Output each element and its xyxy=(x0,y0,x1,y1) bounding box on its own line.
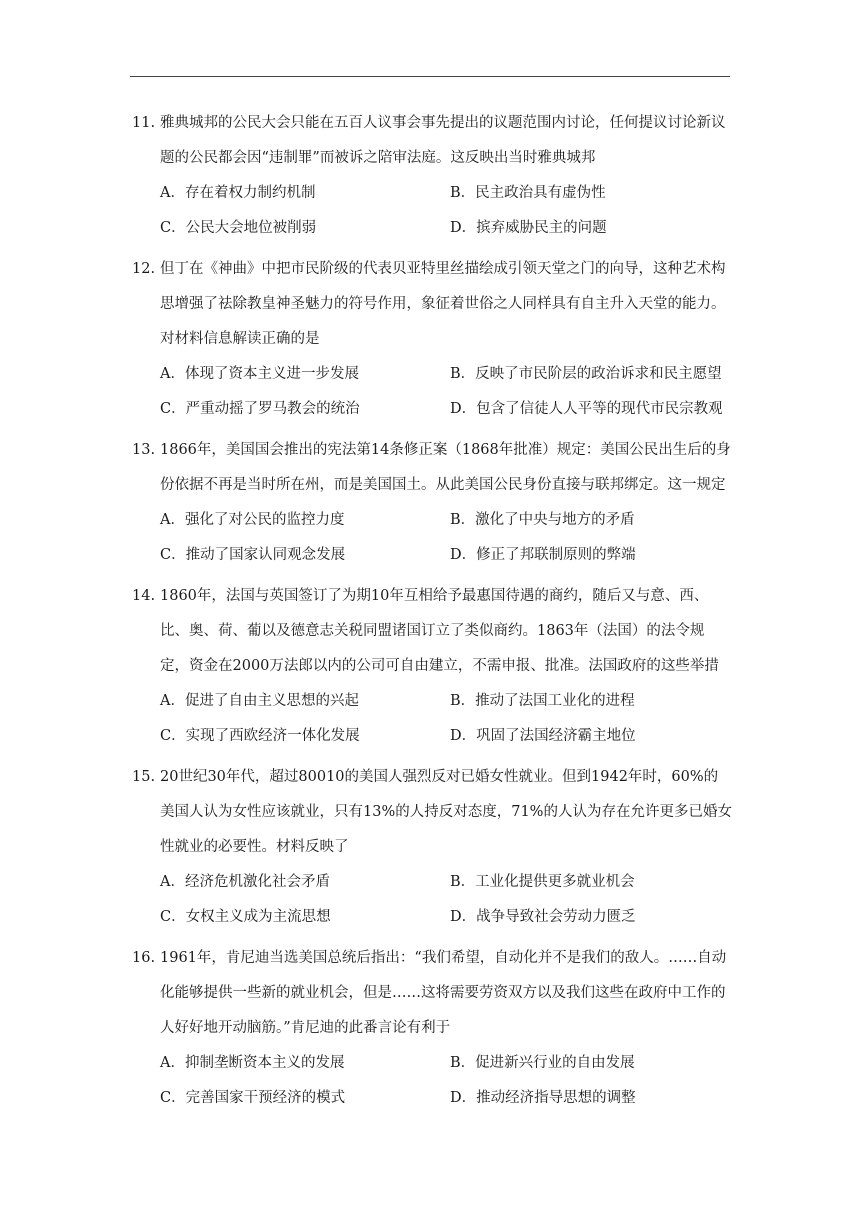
question-number: 12. xyxy=(132,261,156,277)
option-d[interactable]: D．战争导致社会劳动力匮乏 xyxy=(450,909,636,925)
option-c[interactable]: C．实现了西欧经济一体化发展 xyxy=(160,728,360,744)
option-c[interactable]: C．完善国家干预经济的模式 xyxy=(160,1090,346,1106)
option-c[interactable]: C．公民大会地位被削弱 xyxy=(160,220,317,236)
option-b[interactable]: B．反映了市民阶层的政治诉求和民主愿望 xyxy=(450,366,722,382)
option-b[interactable]: B．工业化提供更多就业机会 xyxy=(450,874,635,890)
header-rule xyxy=(130,76,730,77)
option-list xyxy=(160,865,740,935)
option-list xyxy=(160,503,740,573)
option-list xyxy=(160,1046,740,1116)
option-list xyxy=(160,684,740,754)
option-a[interactable]: A．存在着权力制约机制 xyxy=(160,185,316,201)
option-b[interactable]: B．促进新兴行业的自由发展 xyxy=(450,1055,635,1071)
option-b[interactable]: B．民主政治具有虚伪性 xyxy=(450,185,606,201)
question-number: 13. xyxy=(132,442,156,458)
question-14 xyxy=(0,579,860,754)
question-stem xyxy=(132,106,732,176)
option-list xyxy=(160,357,740,427)
option-a[interactable]: A．体现了资本主义进一步发展 xyxy=(160,366,359,382)
option-a[interactable]: A．强化了对公民的监控力度 xyxy=(160,512,345,528)
question-text: 但丁在《神曲》中把市民阶级的代表贝亚特里丝描绘成引领天堂之门的向导，这种艺术构思增强了祛除教皇神圣魅力的符号作用，象征着世俗之人同样具有自主升入天堂的能力。对材料信息解读正确的是 xyxy=(160,261,726,347)
question-stem xyxy=(132,941,732,1046)
question-number: 15. xyxy=(132,769,156,785)
option-d[interactable]: D．巩固了法国经济霸主地位 xyxy=(450,728,636,744)
exam-page xyxy=(0,106,860,1122)
option-c[interactable]: C．严重动摇了罗马教会的统治 xyxy=(160,401,360,417)
question-13 xyxy=(0,433,860,573)
option-d[interactable]: D．摈弃威胁民主的问题 xyxy=(450,220,607,236)
question-number: 16. xyxy=(132,950,156,966)
question-11 xyxy=(0,106,860,246)
question-15 xyxy=(0,760,860,935)
question-12 xyxy=(0,252,860,427)
option-a[interactable]: A．抑制垄断资本主义的发展 xyxy=(160,1055,345,1071)
question-number: 11. xyxy=(132,115,156,131)
option-d[interactable]: D．修正了邦联制原则的弊端 xyxy=(450,547,636,563)
option-d[interactable]: D．包含了信徒人人平等的现代市民宗教观 xyxy=(450,401,723,417)
question-stem xyxy=(132,760,732,865)
option-c[interactable]: C．女权主义成为主流思想 xyxy=(160,909,331,925)
question-text: 1961年，肯尼迪当选美国总统后指出：“我们希望，自动化并不是我们的敌人。……自动化能够提供一些新的就业机会，但是……这将需要劳资双方以及我们这些在政府中工作的人好好地开动脑筋。”肯尼迪的此番言论有利于 xyxy=(160,950,727,1036)
option-c[interactable]: C．推动了国家认同观念发展 xyxy=(160,547,346,563)
question-stem xyxy=(132,433,732,503)
option-a[interactable]: A．经济危机激化社会矛盾 xyxy=(160,874,330,890)
option-b[interactable]: B．推动了法国工业化的进程 xyxy=(450,693,635,709)
question-text: 1860年，法国与英国签订了为期10年互相给予最惠国待遇的商约，随后又与意、西、比、奥、荷、葡以及德意志关税同盟诸国订立了类似商约。1863年（法国）的法令规定，资金在2000万法郎以内的公司可自由建立，不需申报、批准。法国政府的这些举措 xyxy=(160,588,719,674)
option-a[interactable]: A．促进了自由主义思想的兴起 xyxy=(160,693,359,709)
question-16 xyxy=(0,941,860,1116)
question-stem xyxy=(132,579,732,684)
question-text: 雅典城邦的公民大会只能在五百人议事会事先提出的议题范围内讨论，任何提议讨论新议题的公民都会因“违制罪”而被诉之陪审法庭。这反映出当时雅典城邦 xyxy=(160,115,726,166)
question-text: 1866年，美国国会推出的宪法第14条修正案（1868年批准）规定：美国公民出生后的身份依据不再是当时所在州，而是美国国土。从此美国公民身份直接与联邦绑定。这一规定 xyxy=(160,442,731,493)
question-text: 20世纪30年代，超过80010的美国人强烈反对已婚女性就业。但到1942年时，60%的美国人认为女性应该就业，只有13%的人持反对态度，71%的人认为存在允许更多已婚女性就业的必要性。材料反映了 xyxy=(160,769,732,855)
option-list xyxy=(160,176,740,246)
option-b[interactable]: B．激化了中央与地方的矛盾 xyxy=(450,512,635,528)
option-d[interactable]: D．推动经济指导思想的调整 xyxy=(450,1090,636,1106)
question-stem xyxy=(132,252,732,357)
question-number: 14. xyxy=(132,588,156,604)
